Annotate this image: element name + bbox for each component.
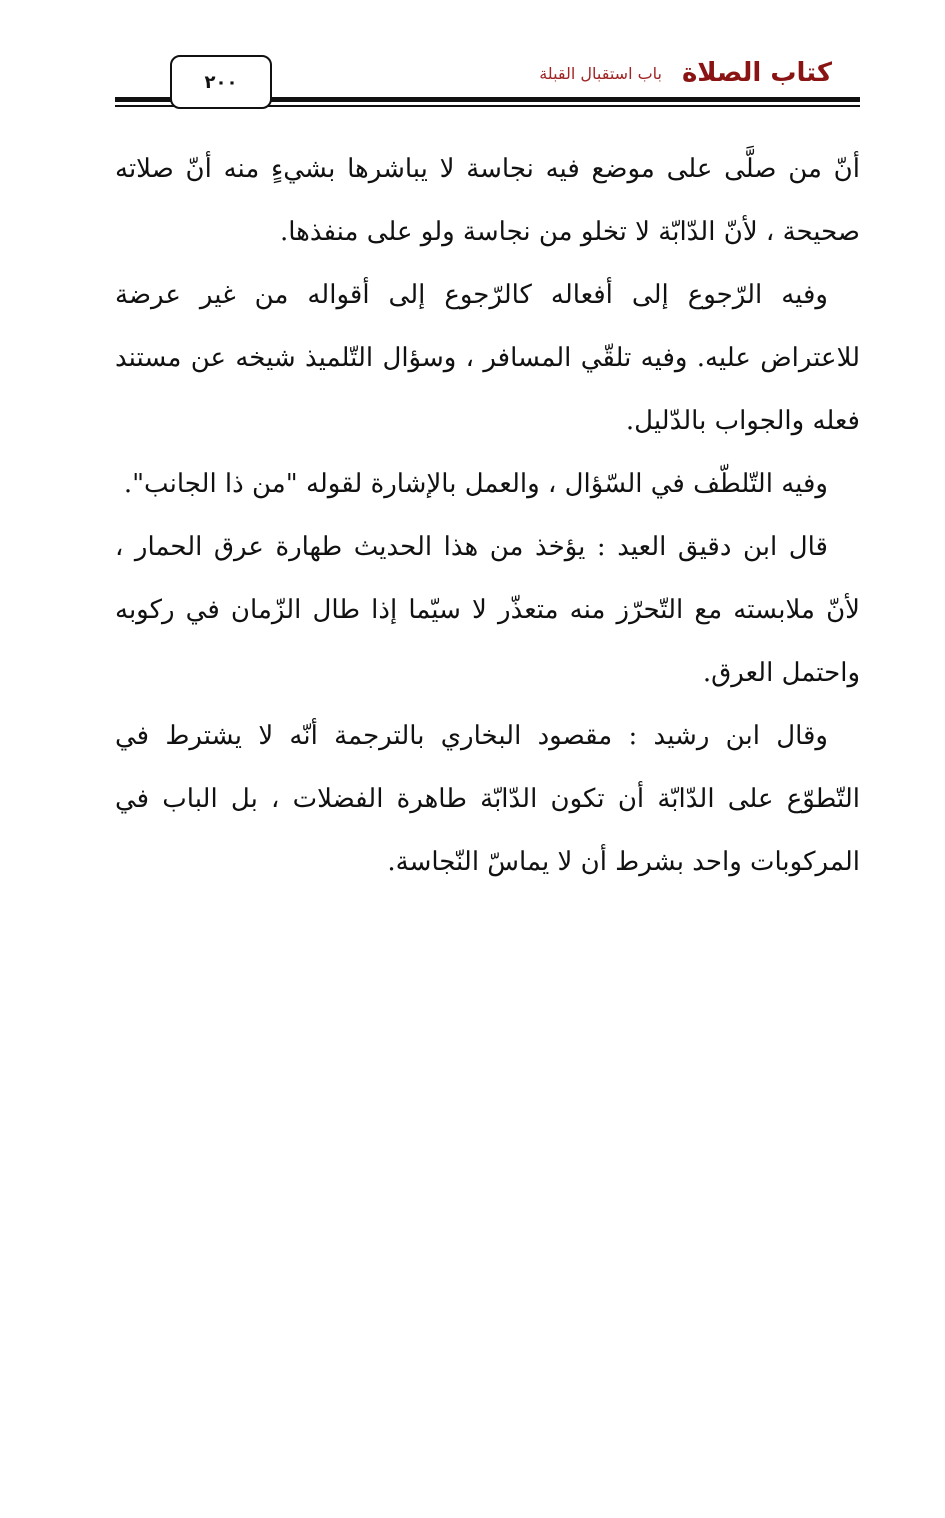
paragraph: أنّ من صلَّى على موضع فيه نجاسة لا يباشرها بشيءٍ منه أنّ صلاته صحيحة ، لأنّ الدّابّة لا تخلو من نجاسة ولو على منفذها.: [115, 154, 860, 247]
chapter-title: باب استقبال القبلة: [539, 64, 662, 83]
paragraph: وفيه التّلطّف في السّؤال ، والعمل بالإشارة لقوله "من ذا الجانب".: [123, 469, 828, 499]
paragraph: وقال ابن رشيد : مقصود البخاري بالترجمة أنّه لا يشترط في التّطوّع على الدّابّة أن تكون الدّابّة طاهرة الفضلات ، بل الباب في المركوبات واحد بشرط أن لا يماسّ النّجاسة.: [115, 721, 860, 877]
paragraph: قال ابن دقيق العيد : يؤخذ من هذا الحديث طهارة عرق الحمار ، لأنّ ملابسته مع التّحرّز منه متعذّر لا سيّما إذا طال الزّمان في ركوبه واحتمل العرق.: [115, 532, 860, 688]
page-number-box: [170, 55, 272, 109]
paragraph: وفيه الرّجوع إلى أفعاله كالرّجوع إلى أقواله من غير عرضة للاعتراض عليه. وفيه تلقّي المسافر ، وسؤال التّلميذ شيخه عن مستند فعله والجواب بالدّليل.: [115, 280, 860, 436]
book-title: كتاب الصلاة: [681, 58, 832, 88]
page-header: [115, 52, 860, 112]
page-number: ٢٠٠: [204, 72, 238, 93]
body-text: [115, 138, 860, 894]
